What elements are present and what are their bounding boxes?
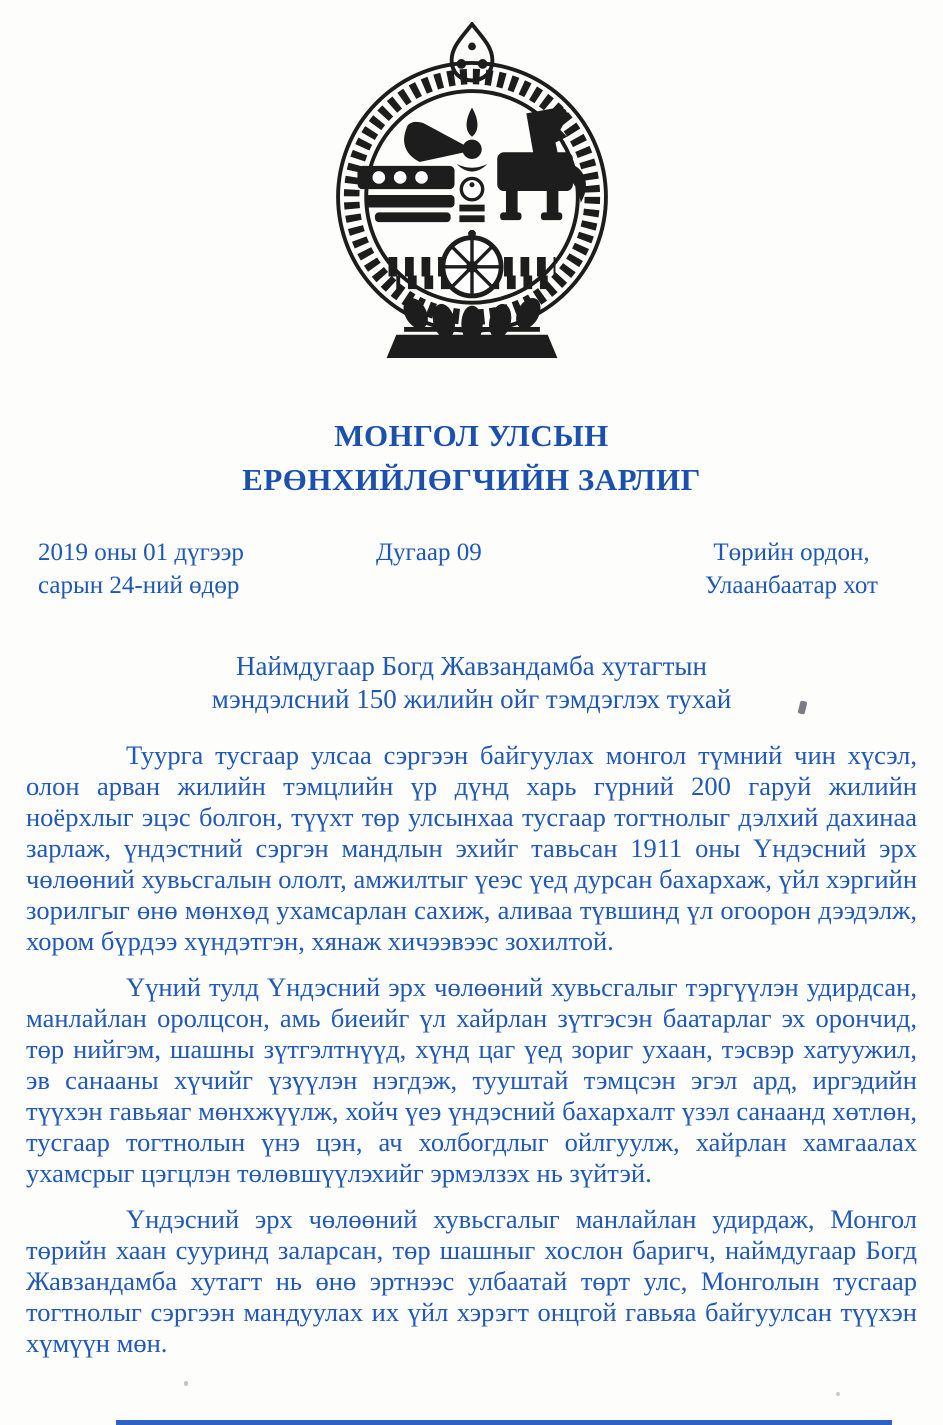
title-line-2: ЕРӨНХИЙЛӨГЧИЙН ЗАРЛИГ [242,462,701,497]
body-paragraph: Үүний тулд Үндэсний эрх чөлөөний хувьсгалыг тэргүүлэн удирдсан, манлайлан оролцсон, амь биеийг үл хайрлан зүтгэсэн баатарлаг эх орончид, төр нийгэм, шашны зүтгэлтнүүд, хүнд цаг үед зориг ухаан, тэсвэр хатуужил, эв санааны хүчийг үзүүлэн нэгдэж, тууштай тэмцсэн эгэл ард, иргэдийн түүхэн гавьяаг мөнхжүүлж, хойч үеэ үндэсний бахархалт үзэл санаанд хөтлөн, тусгаар тогтнолын үнэ цэн, ач холбогдлыг ойлгуулж, хайрлан хамгаалах ухамсрыг цэгцлэн төлөвшүүлэхийг эрмэлзэх нь зүйтэй. [26,972,917,1188]
scan-speck [184,1381,188,1386]
decree-number: Дугаар 09 [376,539,482,566]
subject-line-2: мэндэлсний 150 жилийн ойг тэмдэглэх тухай [211,684,732,714]
decree-place [560,536,943,602]
cutoff-text-line [116,1420,892,1425]
emblem-container [0,0,943,364]
decree-body [0,740,943,1359]
body-paragraph: Үндэсний эрх чөлөөний хувьсгалыг манлайлан удирдаж, Монгол төрийн хаан сууринд заларсан, төр шашныг хослон баригч, наймдугаар Богд Жавзандамба хутагт нь өнө эртнээс улбаатай төрт улс, Монголын тусгаар тогтнолыг сэргээн мандуулах их үйл хэрэгт онцгой гавьяа байгуулсан түүхэн хүмүүн мөн. [26,1204,917,1358]
meta-row [0,536,943,602]
scan-speck [836,1392,840,1396]
subject-line-1: Наймдугаар Богд Жавзандамба хутагтын [236,651,707,681]
date-line-1: 2019 оны 01 дүгээр [38,539,244,566]
place-line-1: Төрийн ордон, [713,539,870,566]
body-paragraph: Туурга тусгаар улсаа сэргээн байгуулах монгол түмний чин хүсэл, олон арван жилийн тэмцлийн үр дүнд харь гүрний 200 гаруй жилийн ноёрхлыг эцэс болгон, түүхт төр улсынхаа тусгаар тогтнолыг дэлхий дахинаа зарлаж, үндэстний сэргэн мандлын эхийг тавьсан 1911 оны Үндэсний эрх чөлөөний хувьсгалын ололт, амжилтыг үеэс үед дурсан бахархаж, үйл хэргийн зорилгыг өнө мөнхөд ухамсарлан сахиж, аливаа түвшинд үл огоорон дээдэлж, хором бүрдээ хүндэтгэн, хянаж хичээвээс зохилтой. [26,740,917,956]
date-line-2: сарын 24-ний өдөр [38,572,240,599]
decree-date [0,536,340,602]
mongolia-state-emblem-icon [307,22,637,364]
document-title [0,414,943,502]
place-line-2: Улаанбаатар хот [705,572,878,599]
title-line-1: МОНГОЛ УЛСЫН [334,418,609,453]
